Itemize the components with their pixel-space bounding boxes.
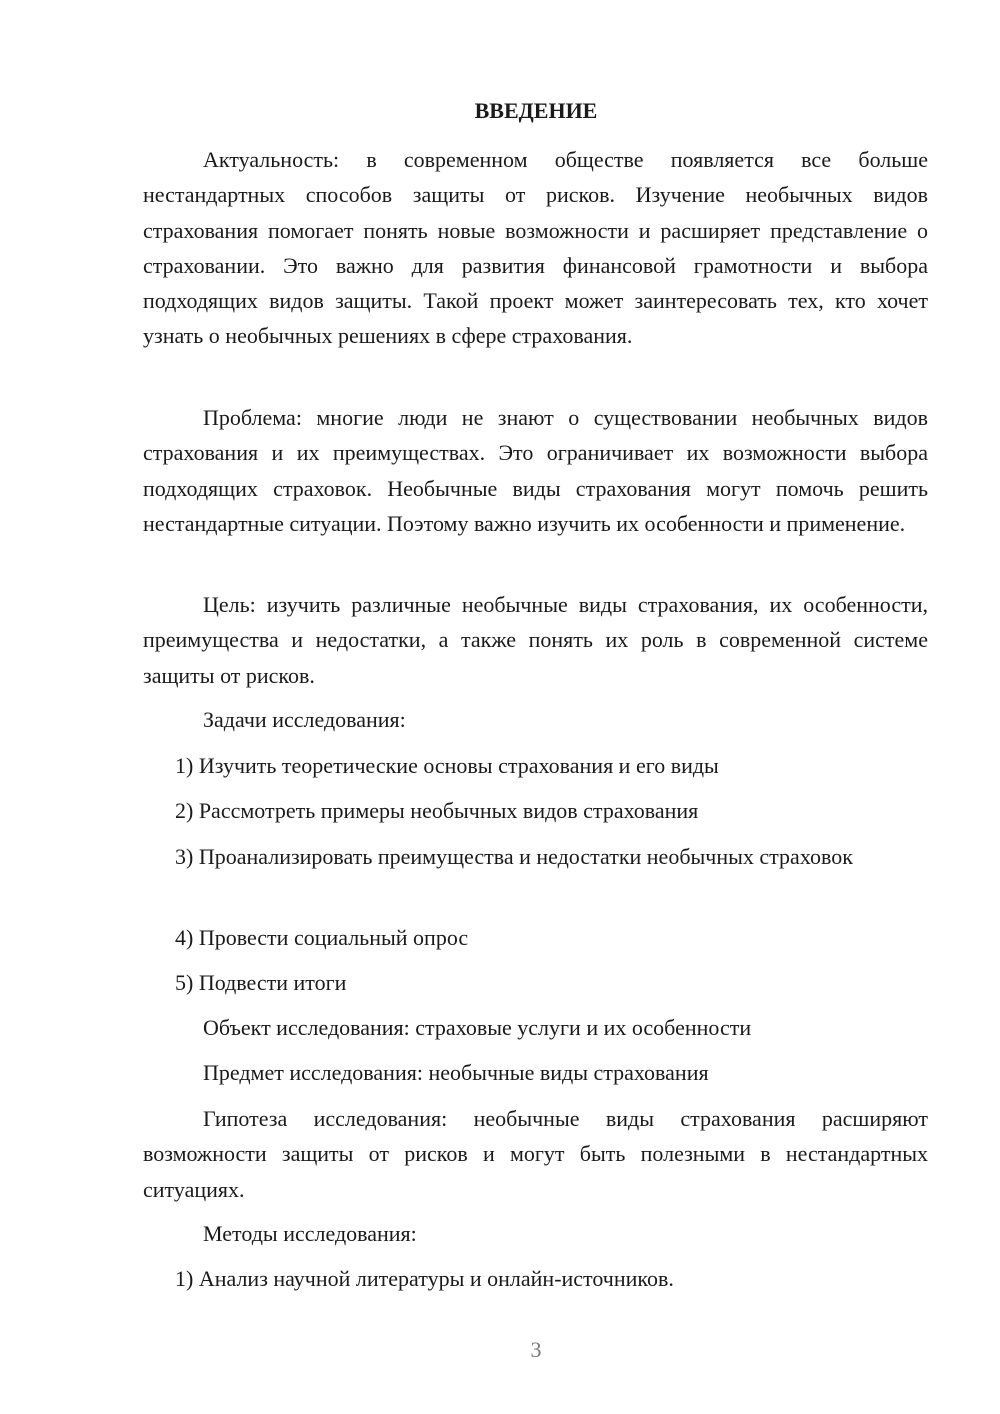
methods-title: Методы исследования: — [203, 1221, 417, 1246]
page-number: 3 — [530, 1337, 542, 1362]
subject-line: Предмет исследования: необычные виды страхования — [203, 1060, 709, 1085]
task-item: 3) Проанализировать преимущества и недостатки необычных страховок — [175, 844, 853, 869]
tasks-title: Задачи исследования: — [203, 707, 406, 732]
task-item: 4) Провести социальный опрос — [175, 925, 469, 950]
task-item: 1) Изучить теоретические основы страхования и его виды — [175, 753, 719, 778]
task-item: 5) Подвести итоги — [175, 970, 347, 995]
problem-paragraph: Проблема: многие люди не знают о существовании необычных видов страхования и их преимуществах. Это ограничивает их возможности выбора подходящих страховок. Необычные виды страхования могут помочь решить нестандартные ситуации. Поэтому важно изучить их особенности и применение. — [143, 405, 928, 536]
actuality-paragraph: Актуальность: в современном обществе появляется все больше нестандартных способов защиты от рисков. Изучение необычных видов страхования помогает понять новые возможности и расширяет представление о страховании. Это важно для развития финансовой грамотности и выбора подходящих видов защиты. Такой проект может заинтересовать тех, кто хочет узнать о необычных решениях в сфере страхования. — [143, 147, 928, 349]
goal-paragraph: Цель: изучить различные необычные виды страхования, их особенности, преимущества и недостатки, а также понять их роль в современной системе защиты от рисков. — [143, 592, 928, 688]
section-heading: ВВЕДЕНИЕ — [474, 98, 598, 123]
object-line: Объект исследования: страховые услуги и их особенности — [203, 1015, 752, 1040]
task-item: 2) Рассмотреть примеры необычных видов страхования — [175, 798, 699, 823]
method-item: 1) Анализ научной литературы и онлайн-источников. — [175, 1266, 674, 1291]
hypothesis-paragraph: Гипотеза исследования: необычные виды страхования расширяют возможности защиты от рисков и могут быть полезными в нестандартных ситуациях. — [143, 1106, 928, 1202]
